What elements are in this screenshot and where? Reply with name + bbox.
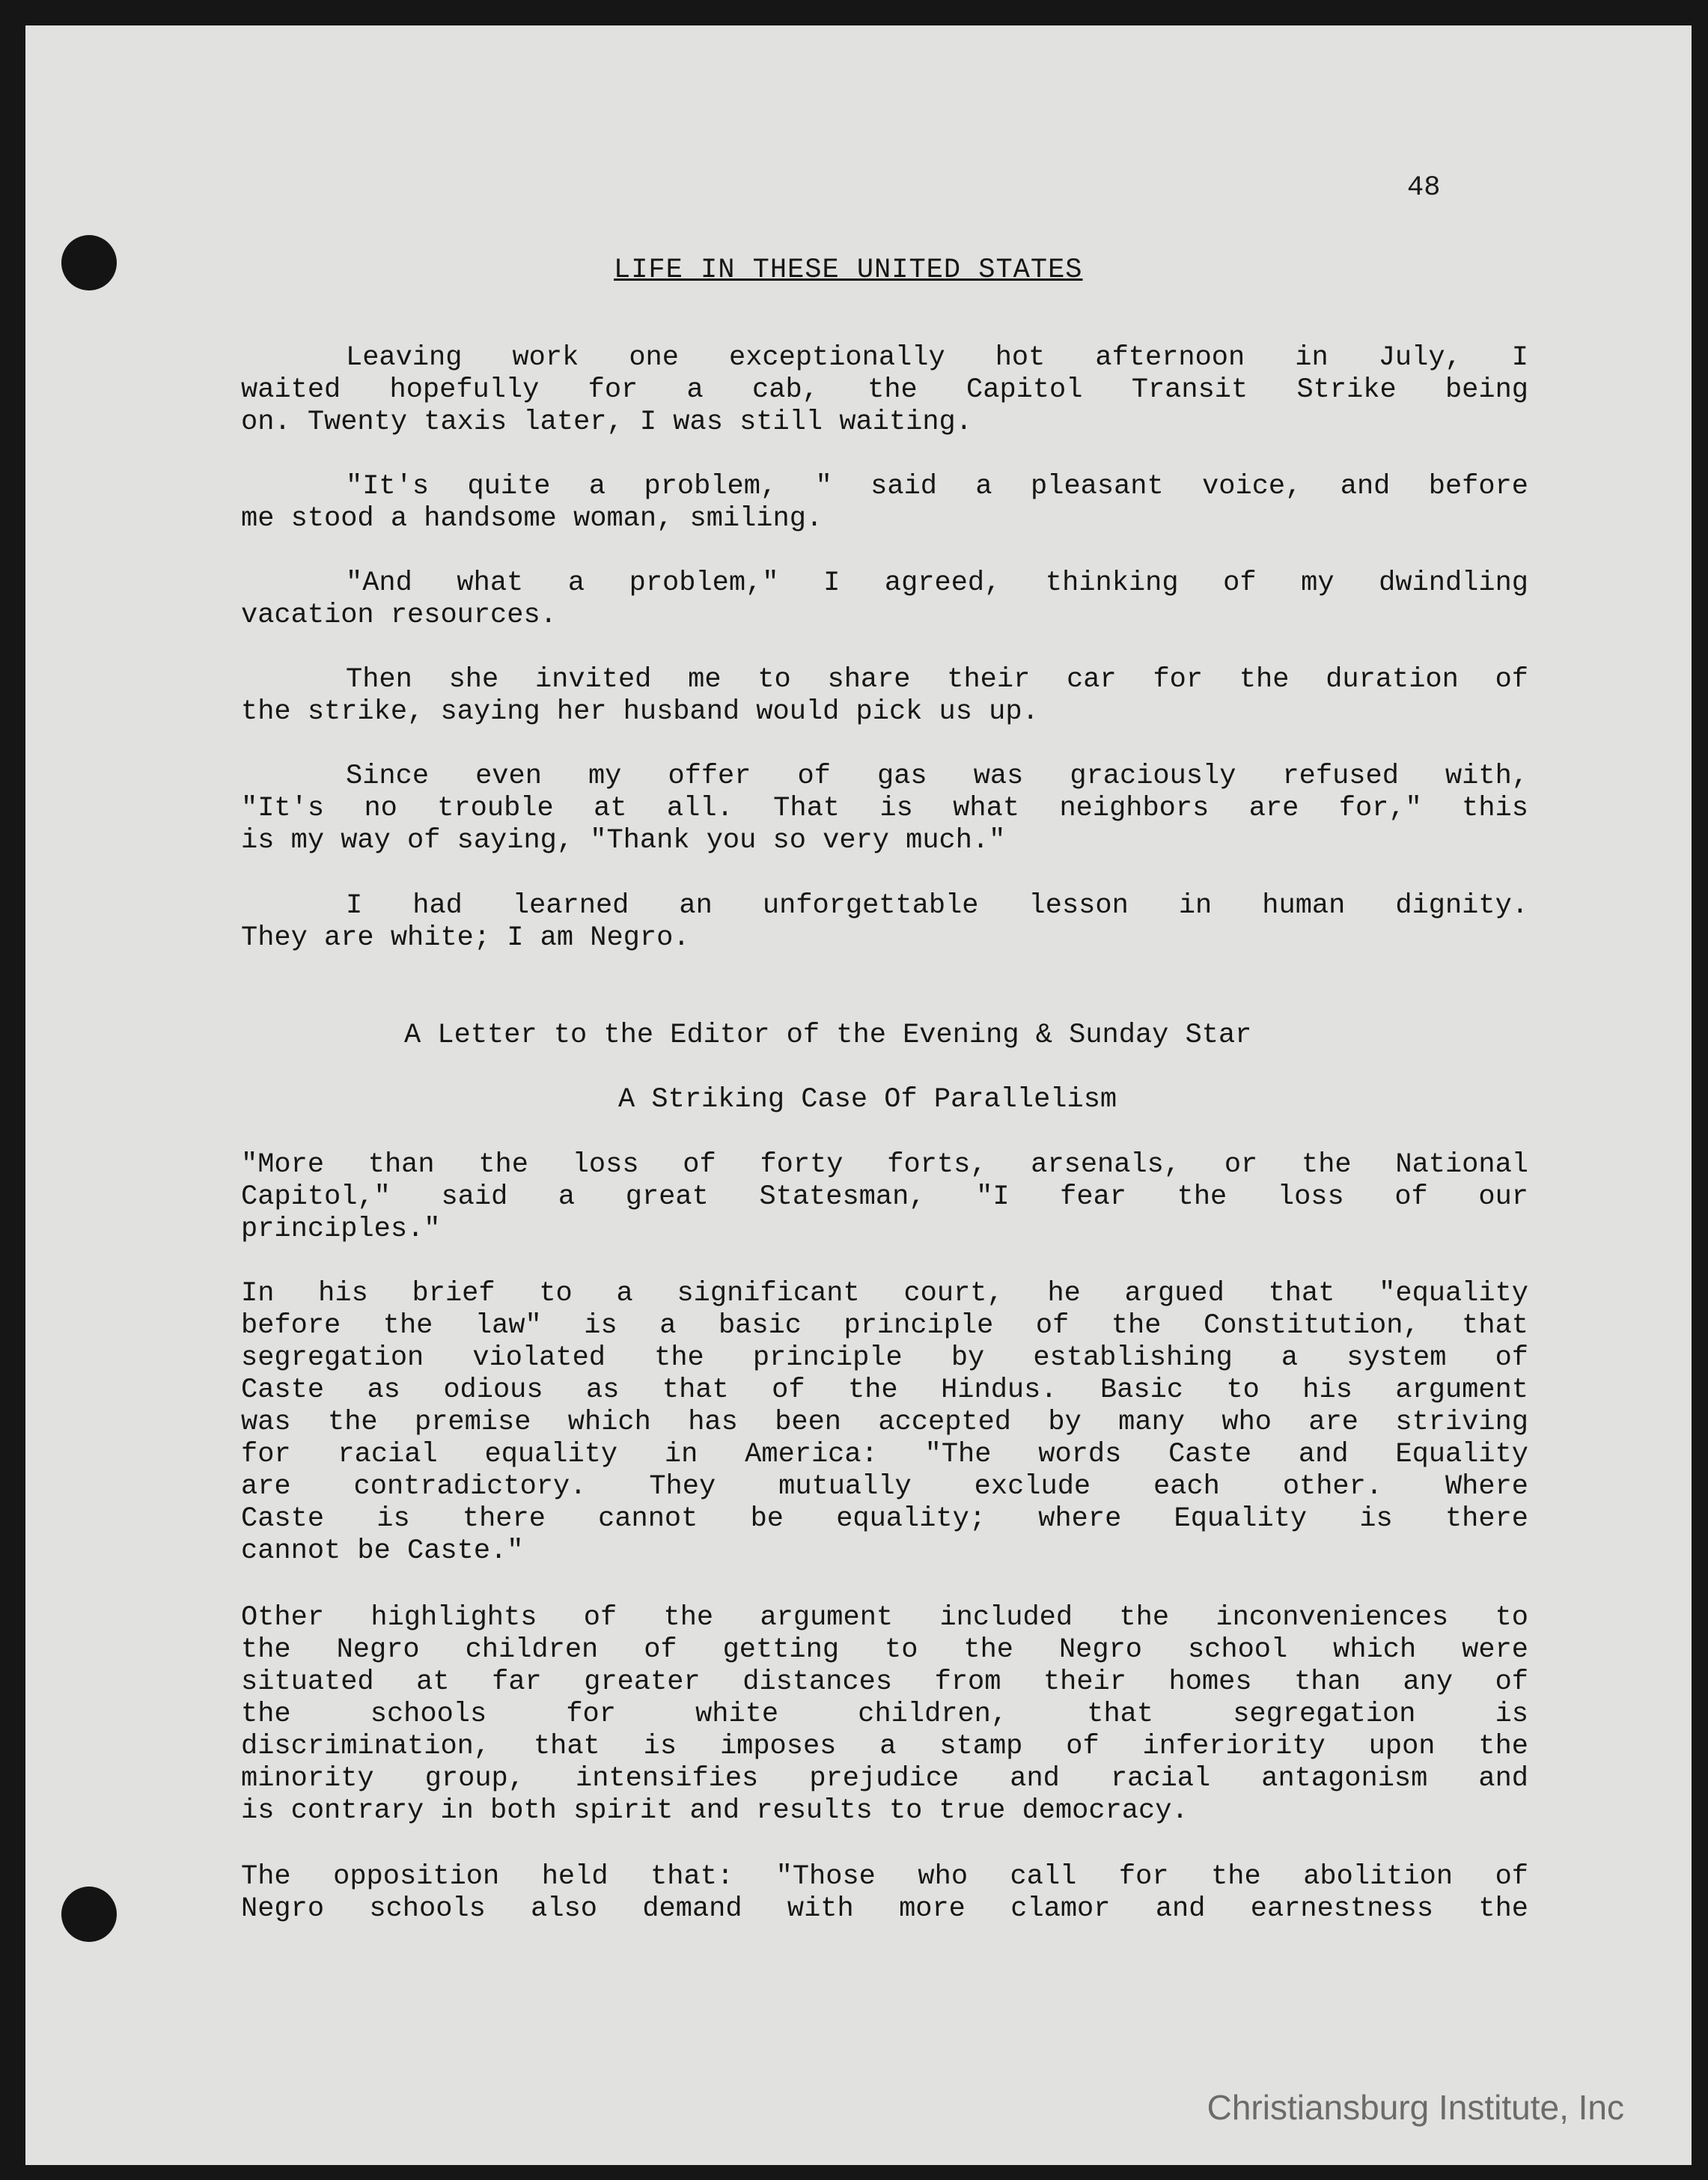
text-line: minority group, intensifies prejudice and racial antagonism and (241, 1763, 1528, 1794)
text-line: on. Twenty taxis later, I was still waiting. (241, 407, 972, 438)
text-line: Caste is there cannot be equality; where Equality is there (241, 1503, 1528, 1535)
text-line: discrimination, that is imposes a stamp of inferiority upon the (241, 1731, 1528, 1762)
text-line: Negro schools also demand with more clamor and earnestness the (241, 1893, 1528, 1925)
text-line: me stood a handsome woman, smiling. (241, 503, 823, 535)
text-line: Capitol," said a great Statesman, "I fear the loss of our (241, 1181, 1528, 1213)
text-line: situated at far greater distances from their homes than any of (241, 1666, 1528, 1698)
text-line: segregation violated the principle by establishing a system of (241, 1342, 1528, 1374)
text-line: cannot be Caste." (241, 1535, 524, 1567)
text-line: They are white; I am Negro. (241, 922, 690, 954)
text-line: are contradictory. They mutually exclude each other. Where (241, 1471, 1528, 1502)
text-line: Since even my offer of gas was graciously refused with, (346, 761, 1528, 792)
text-line: "More than the loss of forty forts, arsenals, or the National (241, 1149, 1528, 1181)
text-line: Caste as odious as that of the Hindus. Basic to his argument (241, 1374, 1528, 1406)
text-line: is my way of saying, "Thank you so very much." (241, 825, 1006, 856)
text-line: waited hopefully for a cab, the Capitol Transit Strike being (241, 374, 1528, 406)
text-line: for racial equality in America: "The words Caste and Equality (241, 1439, 1528, 1470)
text-line: principles." (241, 1214, 441, 1245)
text-line: was the premise which has been accepted by many who are striving (241, 1407, 1528, 1438)
text-line: The opposition held that: "Those who call for the abolition of (241, 1861, 1528, 1893)
text-line: the schools for white children, that segregation is (241, 1699, 1528, 1730)
text-line: In his brief to a significant court, he argued that "equality (241, 1278, 1528, 1309)
letter-subheading: A Striking Case Of Parallelism (618, 1084, 1117, 1115)
text-line: before the law" is a basic principle of the Constitution, that (241, 1310, 1528, 1342)
text-line: Leaving work one exceptionally hot afternoon in July, I (346, 342, 1528, 374)
punch-hole (61, 1887, 117, 1942)
text-line: is contrary in both spirit and results to true democracy. (241, 1795, 1189, 1827)
page-number: 48 (1407, 172, 1441, 204)
text-line: I had learned an unforgettable lesson in human dignity. (346, 890, 1528, 922)
text-line: the strike, saying her husband would pick us up. (241, 696, 1039, 728)
text-line: vacation resources. (241, 600, 557, 631)
page-title: LIFE IN THESE UNITED STATES (614, 255, 1083, 286)
text-line: Then she invited me to share their car for the duration of (346, 664, 1528, 695)
source-watermark: Christiansburg Institute, Inc (1207, 2088, 1624, 2127)
text-line: "It's no trouble at all. That is what neighbors are for," this (241, 793, 1528, 824)
text-line: Other highlights of the argument included the inconveniences to (241, 1602, 1528, 1634)
punch-hole (61, 235, 117, 290)
text-line: "It's quite a problem, " said a pleasant voice, and before (346, 471, 1528, 502)
letter-heading: A Letter to the Editor of the Evening & Sunday Star (404, 1020, 1252, 1051)
text-line: the Negro children of getting to the Negro school which were (241, 1634, 1528, 1666)
text-line: "And what a problem," I agreed, thinking of my dwindling (346, 567, 1528, 599)
